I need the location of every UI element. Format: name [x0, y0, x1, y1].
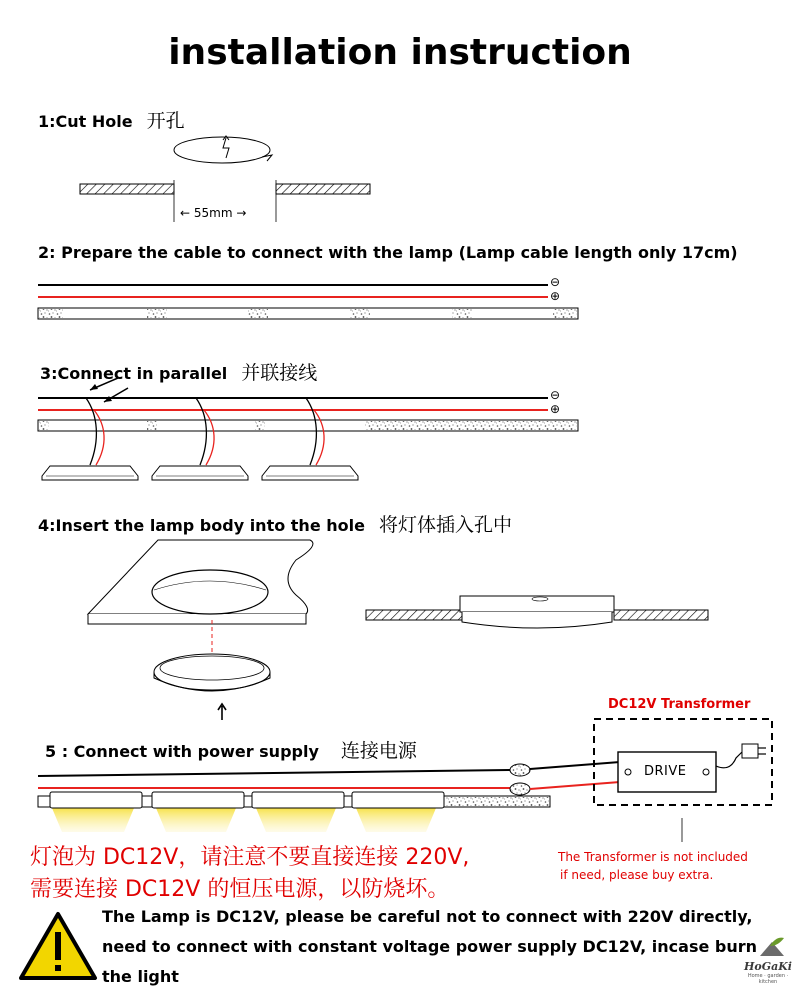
board-right [614, 610, 708, 620]
wire-connector [510, 764, 530, 795]
rotation-arrow-icon [262, 155, 272, 161]
step-3-label: 3:Connect in parallel [40, 364, 228, 383]
warning-cn [30, 842, 469, 906]
warning-en [102, 902, 757, 992]
brand-tagline: Home · garden · kitchen [747, 973, 789, 985]
negative-icon: ⊖ [550, 275, 561, 289]
transformer-label: DC12V Transformer [608, 697, 751, 712]
step-1-label: 1:Cut Hole [38, 112, 133, 131]
step-5-label: 5 : Connect with power supply [45, 742, 319, 761]
warning-en-line-3: the light [102, 967, 179, 986]
warning-triangle-icon [21, 914, 95, 978]
step-5-diagram [38, 719, 772, 842]
puck-lamp [152, 466, 248, 480]
transformer-note-line-2: if need, please buy extra. [560, 868, 714, 882]
page-title: installation instruction [168, 32, 632, 73]
installed-lamp [460, 596, 614, 628]
warning-en-line-1: The Lamp is DC12V, please be careful not to connect with 220V directly, [102, 907, 753, 926]
transformer-note-line-1: The Transformer is not included [558, 850, 748, 864]
board-left [366, 610, 462, 620]
step-5-label-cn: 连接电源 [340, 740, 417, 762]
step-3-diagram [38, 378, 578, 480]
step-1-label-cn: 开孔 [146, 110, 185, 132]
drill-bit-icon [223, 136, 229, 158]
warning-cn-line-2: 需要连接 DC12V 的恒压电源，以防烧坏。 [30, 877, 450, 902]
step-3-label-cn: 并联接线 [241, 362, 318, 384]
step-2-diagram [38, 285, 578, 319]
step-2-label: 2: Prepare the cable to connect with the lamp (Lamp cable length only 17cm) [38, 243, 738, 262]
step-4-label: 4:Insert the lamp body into the hole [38, 516, 365, 535]
cutting-path-ellipse [174, 137, 270, 163]
puck-lamp [262, 466, 358, 480]
cut-hole [152, 570, 268, 614]
brand-logo-icon [760, 938, 784, 956]
step-4-label-cn: 将灯体插入孔中 [378, 514, 512, 536]
hole-dimension-label: ← 55mm → [180, 206, 247, 220]
brand-name: HoGaKi [744, 960, 792, 973]
warning-en-line-2: need to connect with constant voltage power supply DC12V, incase burn [102, 937, 758, 956]
polarity-labels [550, 275, 560, 303]
transformer-note [558, 848, 748, 884]
step-4-diagram [88, 540, 708, 720]
brand [742, 960, 794, 985]
positive-icon: ⊕ [550, 289, 561, 303]
drive-label: DRIVE [644, 764, 687, 779]
board-right [276, 184, 370, 194]
puck-lamp [42, 466, 138, 480]
board-left [80, 184, 174, 194]
positive-icon: ⊕ [550, 402, 561, 416]
warning-cn-line-1: 灯泡为 DC12V，请注意不要直接连接 220V, [30, 845, 470, 870]
mounting-strip [38, 308, 578, 319]
polarity-labels [550, 388, 560, 416]
up-arrow-icon [218, 704, 226, 720]
lamp-body [154, 654, 270, 691]
plug-icon [742, 744, 766, 758]
negative-icon: ⊖ [550, 388, 561, 402]
